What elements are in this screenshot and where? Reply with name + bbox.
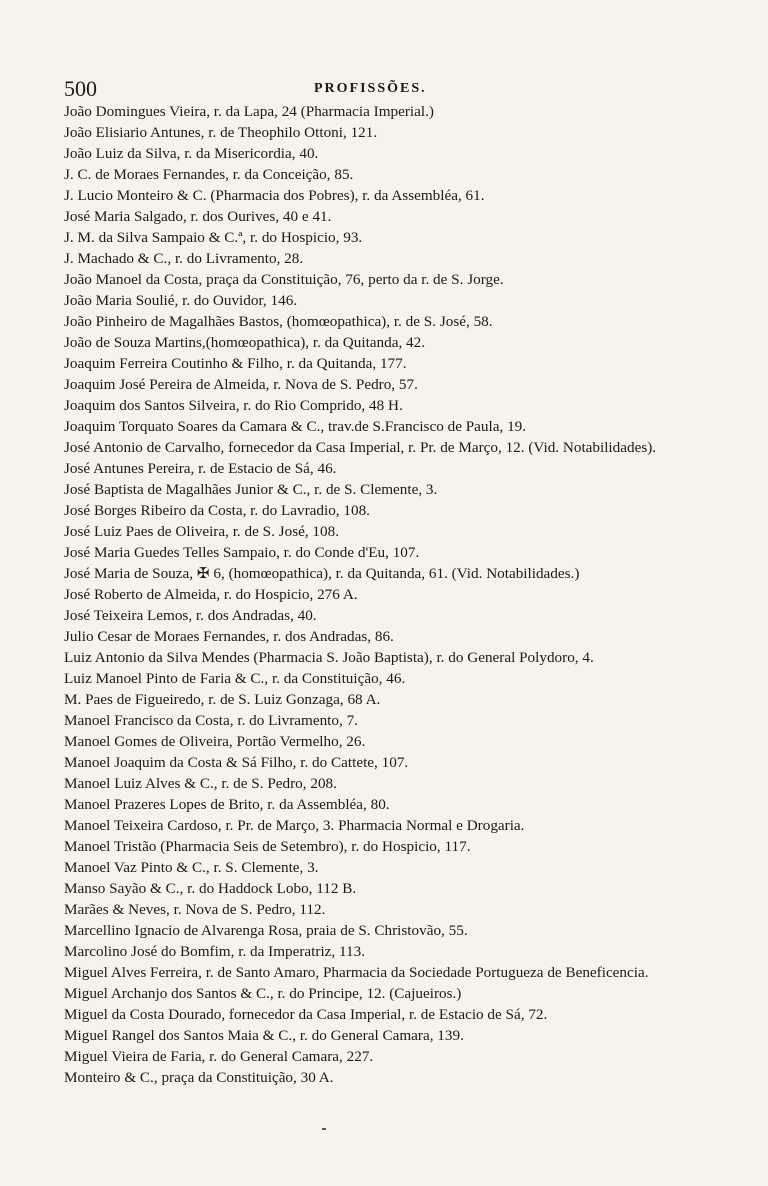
list-item: Manoel Teixeira Cardoso, r. Pr. de Março, 3. Pharmacia Normal e Drogaria.: [64, 817, 525, 834]
list-item: Marcellino Ignacio de Alvarenga Rosa, praia de S. Christovão, 55.: [64, 922, 468, 939]
running-head: PROFISSÕES.: [314, 81, 427, 96]
list-item: Miguel Vieira de Faria, r. do General Camara, 227.: [64, 1048, 374, 1065]
list-item: Manoel Prazeres Lopes de Brito, r. da Assembléa, 80.: [64, 796, 390, 813]
list-item: Miguel Rangel dos Santos Maia & C., r. do General Camara, 139.: [64, 1027, 464, 1044]
list-item: Miguel da Costa Dourado, fornecedor da Casa Imperial, r. de Estacio de Sá, 72.: [64, 1006, 548, 1023]
list-item: Luiz Manoel Pinto de Faria & C., r. da Constituição, 46.: [64, 670, 406, 687]
list-item: Manoel Vaz Pinto & C., r. S. Clemente, 3.: [64, 859, 319, 876]
list-item: João Elisiario Antunes, r. de Theophilo Ottoni, 121.: [64, 124, 378, 141]
list-item: Manoel Tristão (Pharmacia Seis de Setembro), r. do Hospicio, 117.: [64, 838, 471, 855]
list-item: Manoel Francisco da Costa, r. do Livramento, 7.: [64, 712, 358, 729]
list-item: José Borges Ribeiro da Costa, r. do Lavradio, 108.: [64, 502, 370, 519]
list-item: J. M. da Silva Sampaio & C.ª, r. do Hospicio, 93.: [64, 229, 363, 246]
list-item: Miguel Alves Ferreira, r. de Santo Amaro, Pharmacia da Sociedade Portugueza de Beneficencia.: [64, 964, 649, 981]
print-mark: [322, 1128, 326, 1130]
list-item: M. Paes de Figueiredo, r. de S. Luiz Gonzaga, 68 A.: [64, 691, 381, 708]
list-item: José Antonio de Carvalho, fornecedor da Casa Imperial, r. Pr. de Março, 12. (Vid. Notabilidades).: [64, 439, 657, 456]
list-item: Marães & Neves, r. Nova de S. Pedro, 112.: [64, 901, 326, 918]
list-item: Manoel Joaquim da Costa & Sá Filho, r. do Cattete, 107.: [64, 754, 409, 771]
list-item: Manoel Gomes de Oliveira, Portão Vermelho, 26.: [64, 733, 366, 750]
list-item: Monteiro & C., praça da Constituição, 30 A.: [64, 1069, 334, 1086]
list-item: José Maria Salgado, r. dos Ourives, 40 e 41.: [64, 208, 332, 225]
list-item: J. Lucio Monteiro & C. (Pharmacia dos Pobres), r. da Assembléa, 61.: [64, 187, 485, 204]
list-item: Luiz Antonio da Silva Mendes (Pharmacia S. João Baptista), r. do General Polydoro, 4.: [64, 649, 594, 666]
list-item: João Manoel da Costa, praça da Constituição, 76, perto da r. de S. Jorge.: [64, 271, 504, 288]
list-item: Joaquim José Pereira de Almeida, r. Nova de S. Pedro, 57.: [64, 376, 418, 393]
list-item: João de Souza Martins,(homœopathica), r. da Quitanda, 42.: [64, 334, 426, 351]
list-item: João Maria Soulié, r. do Ouvidor, 146.: [64, 292, 298, 309]
list-item: José Roberto de Almeida, r. do Hospicio, 276 A.: [64, 586, 358, 603]
list-item: João Pinheiro de Magalhães Bastos, (homœopathica), r. de S. José, 58.: [64, 313, 493, 330]
list-item: José Antunes Pereira, r. de Estacio de Sá, 46.: [64, 460, 337, 477]
list-item: Marcolino José do Bomfim, r. da Imperatriz, 113.: [64, 943, 366, 960]
list-item: J. C. de Moraes Fernandes, r. da Conceição, 85.: [64, 166, 354, 183]
list-item: Miguel Archanjo dos Santos & C., r. do Principe, 12. (Cajueiros.): [64, 985, 462, 1002]
list-item: José Maria Guedes Telles Sampaio, r. do Conde d'Eu, 107.: [64, 544, 420, 561]
list-item: Joaquim dos Santos Silveira, r. do Rio Comprido, 48 H.: [64, 397, 403, 414]
list-item: José Luiz Paes de Oliveira, r. de S. José, 108.: [64, 523, 340, 540]
list-item: Joaquim Torquato Soares da Camara & C., trav.de S.Francisco de Paula, 19.: [64, 418, 527, 435]
list-item: J. Machado & C., r. do Livramento, 28.: [64, 250, 304, 267]
list-item: João Luiz da Silva, r. da Misericordia, 40.: [64, 145, 319, 162]
list-item: Manoel Luiz Alves & C., r. de S. Pedro, 208.: [64, 775, 337, 792]
list-item: João Domingues Vieira, r. da Lapa, 24 (Pharmacia Imperial.): [64, 103, 434, 120]
entry-list: [64, 101, 704, 1088]
page-header: [64, 76, 704, 102]
list-item: José Maria de Souza, ✠ 6, (homœopathica), r. da Quitanda, 61. (Vid. Notabilidades.): [64, 565, 580, 582]
list-item: José Teixeira Lemos, r. dos Andradas, 40.: [64, 607, 317, 624]
list-item: Julio Cesar de Moraes Fernandes, r. dos Andradas, 86.: [64, 628, 394, 645]
list-item: Joaquim Ferreira Coutinho & Filho, r. da Quitanda, 177.: [64, 355, 407, 372]
list-item: José Baptista de Magalhães Junior & C., r. de S. Clemente, 3.: [64, 481, 438, 498]
list-item: Manso Sayão & C., r. do Haddock Lobo, 112 B.: [64, 880, 357, 897]
page-number: 500: [64, 76, 97, 101]
